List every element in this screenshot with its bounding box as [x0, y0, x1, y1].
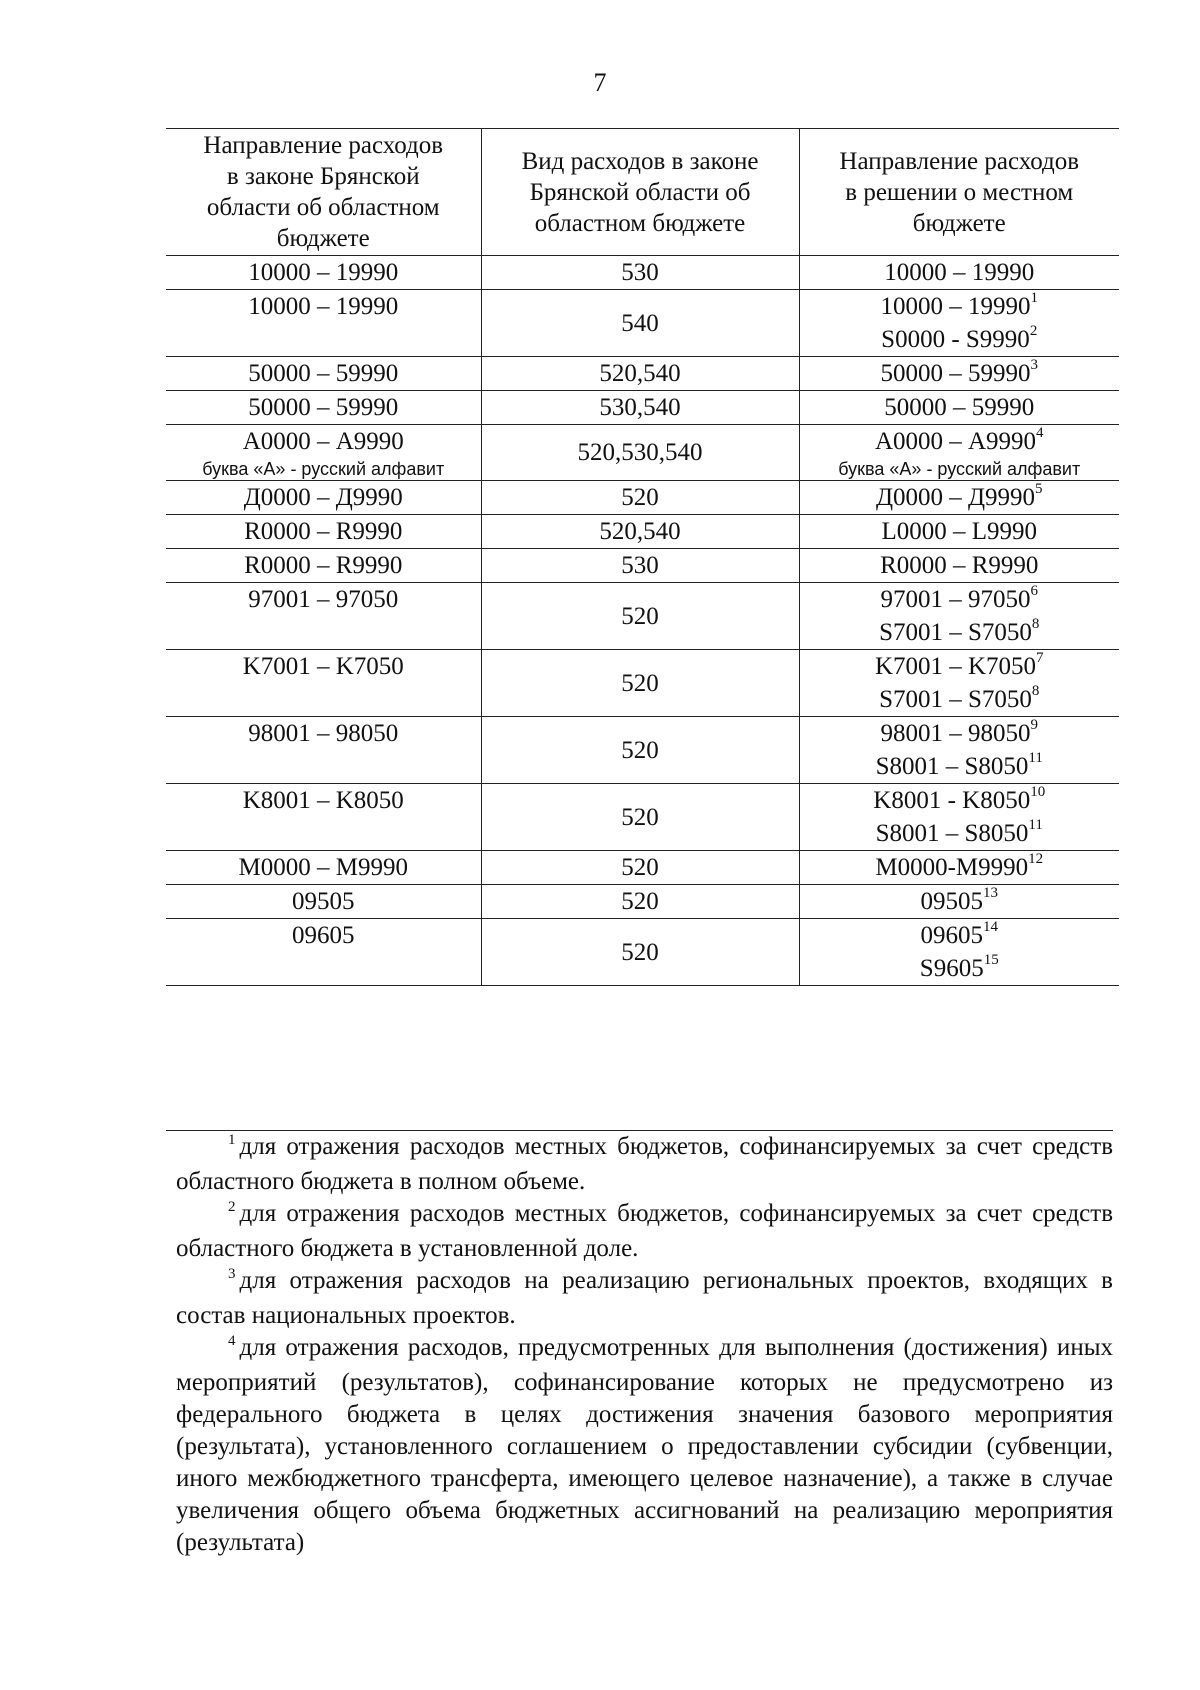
cell-expense-type: 520 — [481, 919, 799, 986]
footnote-reference: 8 — [1031, 682, 1040, 699]
cell-expense-type: 520 — [481, 717, 799, 784]
cell-local-direction: K8001 - K8050$^{10}$ S8001 – S8050$^{11}$ — [799, 784, 1119, 851]
footnote-reference: 11 — [1028, 749, 1043, 766]
cell-regional-direction: 10000 – 19990 — [166, 290, 481, 357]
cell-local-direction: 10000 – 19990$^1$ S0000 - S9990$^2$ — [799, 290, 1119, 357]
header-local-direction: Направление расходов в решении о местном бюджете — [799, 129, 1119, 256]
header-regional-direction: Направление расходов в законе Брянской области об областном бюджете — [166, 129, 481, 256]
cell-expense-type: 520,540 — [481, 515, 799, 549]
table-row — [166, 919, 1119, 986]
cell-local-direction: 09505$^{13}$ — [799, 885, 1119, 919]
table-row — [166, 391, 1119, 425]
footnote-reference: 8 — [1031, 615, 1040, 632]
cell-expense-type: 520 — [481, 784, 799, 851]
table-row — [166, 885, 1119, 919]
table-body — [166, 256, 1119, 986]
cell-expense-type: 520 — [481, 650, 799, 717]
cell-regional-direction: 50000 – 59990 — [166, 391, 481, 425]
footnote-reference: 14 — [983, 918, 998, 935]
table-row — [166, 357, 1119, 391]
footnote-reference: 4 — [1036, 424, 1044, 441]
cell-regional-direction: K7001 – K7050 — [166, 650, 481, 717]
cell-regional-direction: M0000 – M9990 — [166, 851, 481, 885]
footnote-reference: 9 — [1030, 716, 1038, 733]
footnote-reference: 1 — [1030, 289, 1038, 306]
alphabet-note: буква «А» - русский алфавит — [838, 459, 1081, 479]
table-row — [166, 256, 1119, 290]
footnote-reference: 13 — [983, 884, 998, 901]
table-row — [166, 290, 1119, 357]
cell-local-direction: 50000 – 59990$^3$ — [799, 357, 1119, 391]
cell-regional-direction: R0000 – R9990 — [166, 549, 481, 583]
cell-expense-type: 530,540 — [481, 391, 799, 425]
footnote-2: $^2$ для отражения расходов местных бюджетов, софинансируемых за счет средств областного бюджета в установленной доле. — [176, 1199, 1113, 1262]
cell-local-direction: 98001 – 98050$^9$ S8001 – S8050$^{11}$ — [799, 717, 1119, 784]
cell-local-direction: M0000-M9990$^{12}$ — [799, 851, 1119, 885]
cell-local-direction: R0000 – R9990 — [799, 549, 1119, 583]
footnote-1: $^1$ для отражения расходов местных бюджетов, софинансируемых за счет средств областного бюджета в полном объеме. — [166, 1130, 1113, 1198]
cell-regional-direction: 50000 – 59990 — [166, 357, 481, 391]
page-number: 7 — [593, 68, 607, 97]
table-row — [166, 481, 1119, 515]
table-row — [166, 650, 1119, 717]
cell-regional-direction: 09505 — [166, 885, 481, 919]
cell-regional-direction: Д0000 – Д9990 — [166, 481, 481, 515]
footnote-reference: 7 — [1036, 649, 1044, 666]
footnote-3: $^3$ для отражения расходов на реализацию региональных проектов, входящих в состав национальных проектов. — [176, 1266, 1113, 1329]
cell-expense-type: 520,530,540 — [481, 425, 799, 481]
cell-expense-type: 520 — [481, 851, 799, 885]
cell-regional-direction: 10000 – 19990 — [166, 256, 481, 290]
cell-local-direction: 09605$^{14}$ S9605$^{15}$ — [799, 919, 1119, 986]
cell-local-direction: Д0000 – Д9990$^5$ — [799, 481, 1119, 515]
cell-regional-direction: 97001 – 97050 — [166, 583, 481, 650]
table-row — [166, 583, 1119, 650]
cell-local-direction: 97001 – 97050$^6$ S7001 – S7050$^8$ — [799, 583, 1119, 650]
table-row — [166, 549, 1119, 583]
cell-regional-direction: 98001 – 98050 — [166, 717, 481, 784]
footnotes — [176, 1130, 1113, 1559]
footnote-reference: 11 — [1028, 816, 1043, 833]
cell-regional-direction: R0000 – R9990 — [166, 515, 481, 549]
table-row — [166, 784, 1119, 851]
cell-expense-type: 520 — [481, 583, 799, 650]
footnote-reference: 3 — [1030, 356, 1038, 373]
alphabet-note: буква «А» - русский алфавит — [202, 459, 445, 479]
footnote-reference: 12 — [1028, 850, 1044, 867]
table-row — [166, 425, 1119, 481]
header-expense-type: Вид расходов в законе Брянской области об областном бюджете — [481, 129, 799, 256]
cell-local-direction: K7001 – K7050$^7$ S7001 – S7050$^8$ — [799, 650, 1119, 717]
cell-expense-type: 520 — [481, 885, 799, 919]
cell-local-direction: 50000 – 59990 — [799, 391, 1119, 425]
table-row — [166, 717, 1119, 784]
table-row — [166, 515, 1119, 549]
cell-local-direction: 10000 – 19990 — [799, 256, 1119, 290]
cell-expense-type: 530 — [481, 256, 799, 290]
footnote-reference: 6 — [1030, 582, 1038, 599]
footnote-reference: 2 — [1029, 322, 1038, 339]
footnote-reference: 5 — [1035, 480, 1043, 497]
footnote-reference: 10 — [1030, 783, 1046, 800]
cell-expense-type: 520 — [481, 481, 799, 515]
cell-local-direction: А0000 – А9990$^4$ буква «А» - русский алфавит — [799, 425, 1119, 481]
cell-expense-type: 520,540 — [481, 357, 799, 391]
cell-regional-direction: А0000 – А9990 буква «А» - русский алфавит — [166, 425, 481, 481]
footnote-reference: 15 — [983, 951, 999, 968]
cell-local-direction: L0000 – L9990 — [799, 515, 1119, 549]
cell-expense-type: 540 — [481, 290, 799, 357]
table-header-row — [166, 129, 1119, 256]
cell-expense-type: 530 — [481, 549, 799, 583]
expense-codes-table — [166, 128, 1119, 986]
cell-regional-direction: 09605 — [166, 919, 481, 986]
table-row — [166, 851, 1119, 885]
footnote-4: $^4$ для отражения расходов, предусмотренных для выполнения (достижения) иных мероприятий (результатов), софинансирование которых не предусмотрено из федерального бюджета в целях достижения значения базового мероприятия (результата), установленного соглашением о предоставлении субсидии (субвенции, иного межбюджетного трансферта, имеющего целевое назначение), а также в случае увеличения общего объема бюджетных ассигнований на реализацию мероприятия (результата) — [176, 1333, 1113, 1556]
cell-regional-direction: K8001 – K8050 — [166, 784, 481, 851]
